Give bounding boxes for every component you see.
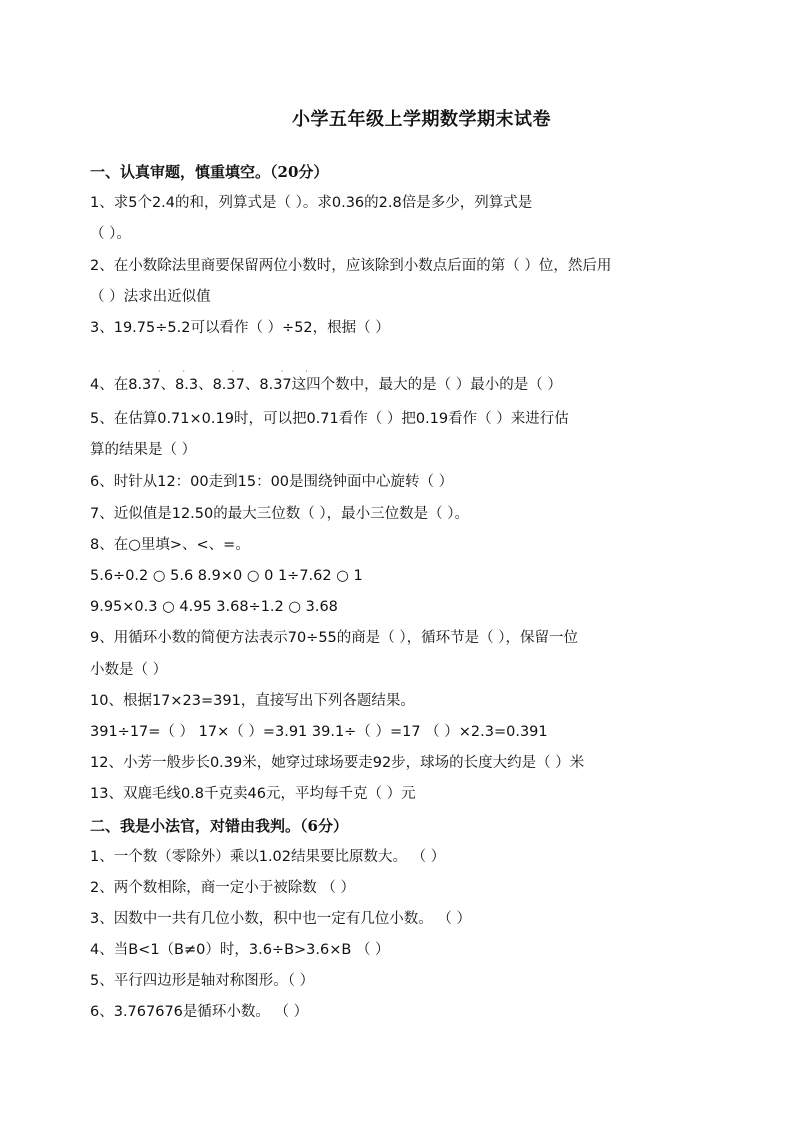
question-1-line-1: 1、求5个2.4的和，列算式是（ ）。求0.36的2.8倍是多少，列算式是 — [90, 195, 533, 211]
question-3: 3、19.75÷5.2可以看作（ ）÷52，根据（ ） — [90, 320, 390, 336]
judge-6: 6、3.767676是循环小数。 （ ） — [90, 1004, 309, 1020]
question-12: 12、小芳一般步长0.39米，她穿过球场要走92步，球场的长度大约是（ ）米 — [90, 755, 585, 771]
question-8: 8、在○里填>、<、=。 — [90, 537, 250, 553]
question-2-line-1: 2、在小数除法里商要保留两位小数时，应该除到小数点后面的第（ ）位，然后用 — [90, 258, 612, 274]
exam-title: 小学五年级上学期数学期末试卷 — [292, 109, 551, 130]
question-5-line-2: 算的结果是（ ） — [90, 442, 197, 458]
judge-3: 3、因数中一共有几位小数，积中也一定有几位小数。 （ ） — [90, 911, 471, 927]
question-8-row-2: 9.95×0.3 ○ 4.95 3.68÷1.2 ○ 3.68 — [90, 599, 338, 615]
judge-1: 1、一个数（零除外）乘以1.02结果要比原数大。 （ ） — [90, 849, 446, 865]
question-4: 4、在8.37、8.3、8.37、8.37这四个数中，最大的是（ ）最小的是（ ） — [90, 377, 562, 393]
section-heading-true-false: 二、我是小法官，对错由我判。（6分） — [90, 817, 348, 835]
question-10-items: 391÷17=（ ） 17×（ ）=3.91 39.1÷（ ）=17 （ ）×2.3=0.391 — [90, 724, 548, 740]
question-5-line-1: 5、在估算0.71×0.19时，可以把0.71看作（ ）把0.19看作（ ）来进行估 — [90, 411, 569, 427]
question-1-line-2: （ ）。 — [90, 226, 131, 242]
judge-4: 4、当B<1（B≠0）时，3.6÷B>3.6×B （ ） — [90, 942, 390, 958]
question-9-line-2: 小数是（ ） — [90, 662, 168, 678]
question-7: 7、近似值是12.50的最大三位数（ ），最小三位数是（ ）。 — [90, 506, 469, 522]
section-heading-fill-in: 一、认真审题，慎重填空。（20分） — [90, 163, 329, 181]
question-2-line-2: （ ）法求出近似值 — [90, 289, 211, 305]
repeating-decimal-dots: ·· · ·· — [158, 367, 330, 376]
question-8-row-1: 5.6÷0.2 ○ 5.6 8.9×0 ○ 0 1÷7.62 ○ 1 — [90, 568, 363, 584]
question-6: 6、时针从12：00走到15：00是围绕钟面中心旋转（ ） — [90, 474, 454, 490]
question-13: 13、双鹿毛线0.8千克卖46元，平均每千克（ ）元 — [90, 786, 416, 802]
question-9-line-1: 9、用循环小数的简便方法表示70÷55的商是（ ），循环节是（ ），保留一位 — [90, 630, 578, 646]
judge-2: 2、两个数相除，商一定小于被除数 （ ） — [90, 880, 355, 896]
question-10: 10、根据17×23=391，直接写出下列各题结果。 — [90, 693, 415, 709]
judge-5: 5、平行四边形是轴对称图形。（ ） — [90, 973, 315, 989]
